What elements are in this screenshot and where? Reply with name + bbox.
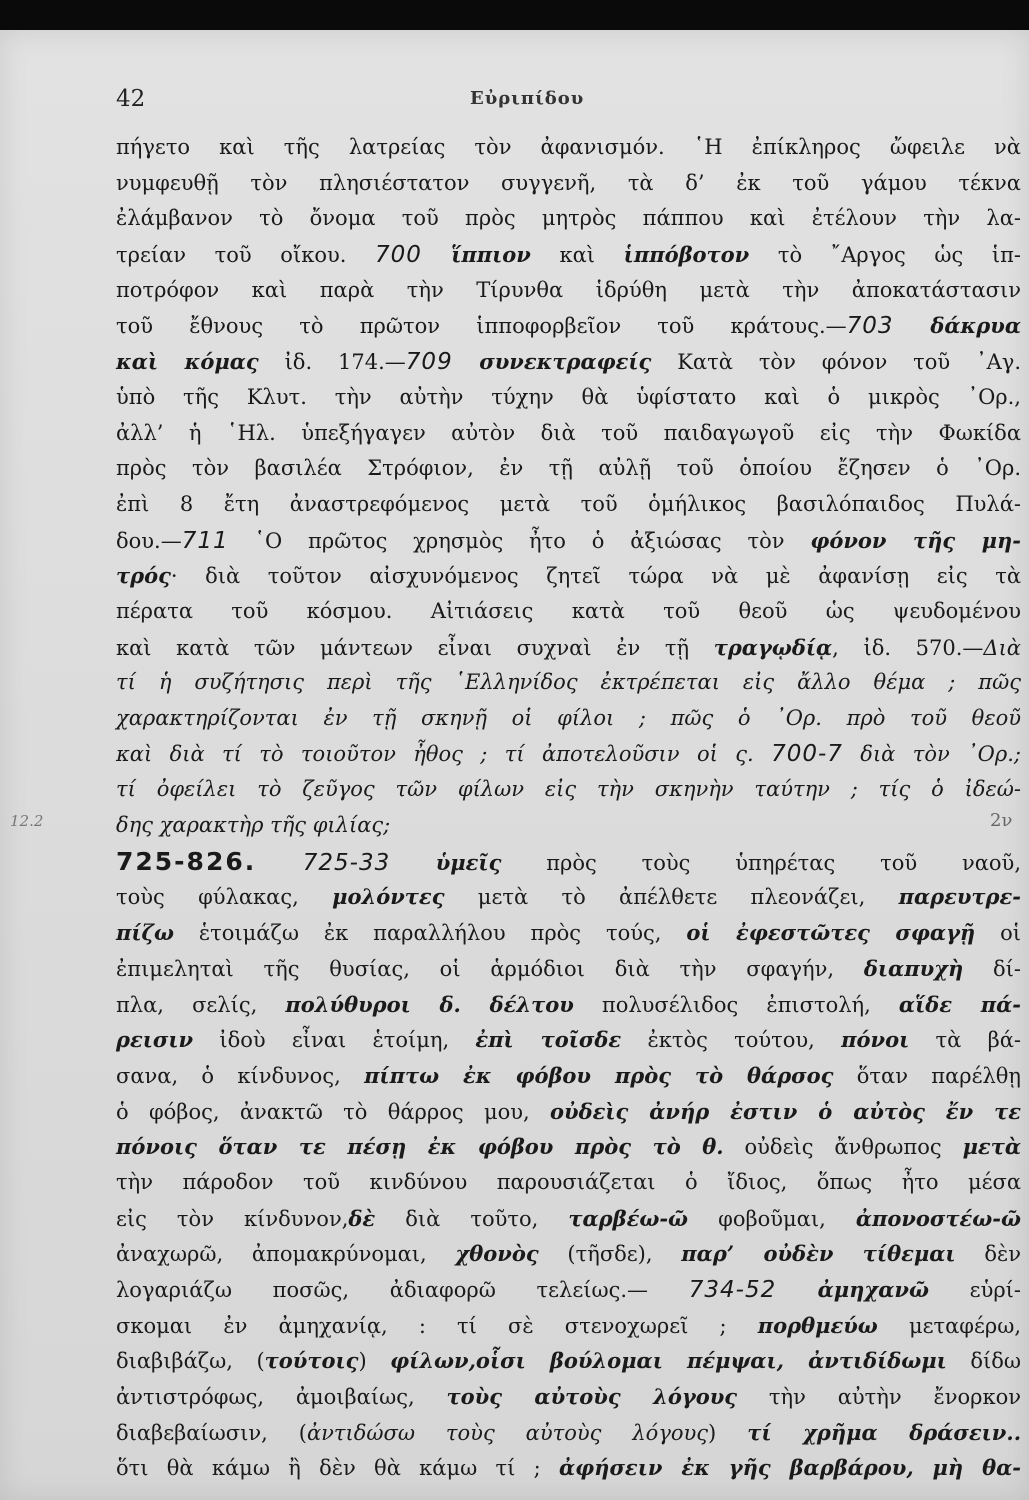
body-text — [116, 130, 1021, 1486]
text-line — [116, 308, 1021, 344]
text-run: ἑτοιμάζω ἐκ παραλλήλου πρὸς τούς, — [173, 921, 687, 946]
emphasis-text: φίλων,οἷσι βούλομαι πέμψαι, ἀντιδίδωμι — [390, 1348, 947, 1374]
text-run: πρὸς τοὺς ὑπηρέτας τοῦ ναοῦ, — [501, 850, 1021, 875]
text-run: ἐπὶ 8 ἔτη ἀναστρεφόμενος μετὰ τοῦ ὁμήλικος βασιλόπαιδος Πυλά- — [116, 491, 1021, 516]
emphasis-text: αἵδε πά- — [898, 991, 1022, 1017]
page-number: 42 — [116, 86, 146, 112]
text-line — [116, 1129, 1021, 1165]
text-run: τὴν πάροδον τοῦ κινδύνου παρουσιάζεται ὁ ἴδιος, ὅπως ἦτο μέσα — [116, 1169, 1021, 1194]
emphasis-text: τοὺς αὐτοὺς λόγους — [446, 1384, 738, 1410]
text-run: πήγετο καὶ τῆς λατρείας τὸν ἀφανισμόν. ῾Η ἐπίκληρος ὤφειλε νὰ — [116, 135, 1021, 159]
emphasis-text: συνεκτραφείς — [452, 349, 652, 375]
text-run: λογαριάζω ποσῶς, ἀδιαφορῶ τελείως.— — [116, 1278, 689, 1302]
emphasis-text: ἀντιδώσω τοὺς αὐτοὺς λόγους — [306, 1420, 709, 1445]
text-line — [116, 772, 1021, 808]
verse-reference: 734-52 — [688, 1277, 777, 1303]
emphasis-text: πόνοις ὅταν τε πέσῃ ἐκ φόβου πρὸς τὸ θ. — [116, 1134, 724, 1160]
text-line — [116, 1308, 1021, 1344]
text-run: (τῆσδε), — [538, 1242, 682, 1267]
verse-reference: 703 — [846, 313, 894, 340]
emphasis-text: ὑμεῖς — [390, 849, 502, 875]
text-line — [116, 808, 1021, 844]
text-run: τὸ ῎Αργος ὡς ἱπ- — [749, 243, 1022, 268]
text-run: ἰδοὺ εἶναι ἑτοίμη, — [193, 1028, 476, 1053]
text-run: Κατὰ τὸν φόνον τοῦ ᾿Αγ. — [651, 350, 1021, 375]
text-run: ὅτι θὰ κάμω ἢ δὲν θὰ κάμω τί ; — [116, 1456, 560, 1481]
emphasis-text: τί χρῆμα δράσειν.. — [747, 1419, 1022, 1445]
text-line — [116, 1272, 1021, 1308]
text-line — [116, 844, 1021, 880]
emphasis-text: παρ’ οὐδὲν τίθεμαι — [681, 1241, 956, 1267]
text-run: διαβεβαίωσιν, ( — [116, 1420, 307, 1445]
text-run: ἐλάμβανον τὸ ὄνομα τοῦ πρὸς μητρὸς πάππου καὶ ἐτέλουν τὴν λα- — [116, 206, 1021, 231]
text-run: τὴν αὐτὴν ἔνορκον — [737, 1385, 1021, 1410]
text-line — [116, 1165, 1021, 1201]
emphasis-text: δάκρυα — [893, 313, 1021, 339]
text-line — [116, 558, 1021, 594]
text-line — [116, 1201, 1021, 1237]
text-run: καὶ κατὰ τῶν μάντεων εἶναι συχναὶ ἐν τῇ — [116, 635, 714, 660]
emphasis-text: χθονὸς — [455, 1241, 539, 1267]
emphasis-text: πίζω — [116, 920, 174, 946]
emphasis-text: τρός — [116, 563, 171, 589]
text-run: πολυσέλιδος ἐπιστολή, — [573, 992, 899, 1017]
text-run: εὑρί- — [928, 1278, 1022, 1302]
emphasis-text: διαπυχὴ — [863, 955, 964, 981]
text-line — [116, 737, 1021, 773]
text-line — [116, 487, 1021, 523]
text-line — [116, 594, 1021, 630]
emphasis-text: καὶ κόμας — [116, 349, 259, 375]
text-run: τὰ βά- — [909, 1028, 1022, 1053]
verse-reference: 709 — [405, 349, 453, 376]
text-run: ῾Ο πρῶτος χρησμὸς ἦτο ὁ ἀξιώσας τὸν — [228, 528, 811, 553]
text-run: εἰς τὸν κίνδυνον, — [116, 1206, 349, 1231]
emphasis-text: πίπτω ἐκ φόβου πρὸς τὸ θάρσος — [364, 1062, 834, 1088]
emphasis-text: φόνον τῆς μη- — [810, 527, 1021, 553]
text-line — [116, 987, 1021, 1023]
text-line — [116, 344, 1021, 380]
text-run: δου.— — [116, 528, 182, 553]
verse-reference: 725-33 — [256, 849, 391, 876]
emphasis-text: ἀμηχανῶ — [776, 1277, 929, 1302]
text-run: τοὺς φύλακας, — [116, 885, 333, 910]
text-run: ἰδ. 174.— — [258, 350, 406, 375]
text-run: πέρατα τοῦ κόσμου. Αἰτιάσεις κατὰ τοῦ θεοῦ ὡς ψευδομένου — [116, 598, 1021, 623]
emphasis-text: πόνοι — [841, 1027, 910, 1053]
text-run: διὰ τοῦτο, — [375, 1206, 569, 1231]
text-run: ὅταν παρέλθῃ — [833, 1063, 1022, 1088]
emphasis-text: Διὰ — [983, 635, 1021, 660]
emphasis-text: ἵππιον — [421, 242, 531, 268]
emphasis-text: ταρβέω-ῶ — [568, 1205, 689, 1231]
emphasis-text: οὐδεὶς ἀνήρ ἐστιν ὁ αὐτὸς ἔν τε — [550, 1098, 1021, 1124]
emphasis-text: διὰ τὸν ᾿Ορ.; — [842, 741, 1021, 766]
text-run: πλα, σελίς, — [116, 992, 286, 1017]
emphasis-text: πορθμεύω — [757, 1312, 878, 1338]
text-run: ἐκτὸς τούτου, — [621, 1028, 842, 1053]
text-run: δί- — [963, 956, 1021, 981]
text-run: ἀλλ’ ἡ ῾Ηλ. ὑπεξήγαγεν αὐτὸν διὰ τοῦ παιδαγωγοῦ εἰς τὴν Φωκίδα — [116, 420, 1021, 445]
emphasis-text: ἱππόβοτον — [623, 242, 750, 268]
emphasis-text: ἀφήσειν ἐκ γῆς βαρβάρου, μὴ θα- — [559, 1455, 1021, 1481]
emphasis-text: δης χαρακτὴρ τῆς φιλίας; — [116, 813, 391, 838]
text-line — [116, 1058, 1021, 1094]
emphasis-text: παρευτρε- — [898, 884, 1022, 910]
emphasis-text: χαρακτηρίζονται ἐν τῇ σκηνῇ οἱ φίλοι ; πῶς ὁ ᾿Ορ. πρὸ τοῦ θεοῦ — [116, 706, 1021, 730]
text-run: οὐδεὶς ἄνθρωπος — [723, 1135, 963, 1160]
text-line — [116, 1236, 1021, 1272]
text-run: διαβιβάζω, ( — [116, 1349, 265, 1374]
text-line — [116, 1094, 1021, 1130]
text-run: οἱ — [975, 921, 1021, 946]
text-run: φοβοῦμαι, — [688, 1206, 856, 1231]
emphasis-text: μολόντες — [332, 884, 445, 910]
text-run: ποτρόφον καὶ παρὰ τὴν Τίρυνθα ἱδρύθη μετὰ τὴν ἀποκατάστασιν — [116, 277, 1021, 302]
text-line — [116, 166, 1021, 202]
text-line — [116, 665, 1021, 701]
text-run: σκομαι ἐν ἀμηχανίᾳ, : τί σὲ στενοχωρεῖ ; — [116, 1313, 758, 1338]
emphasis-text: πολύθυροι δ. δέλτου — [285, 991, 574, 1017]
emphasis-text: ρεισιν — [116, 1027, 194, 1053]
emphasis-text: τί ἡ συζήτησις περὶ τῆς ῾Ελληνίδος ἐκτρέπεται εἰς ἄλλο θέμα ; πῶς — [116, 670, 1021, 695]
text-run: δίδω — [946, 1349, 1021, 1374]
verse-reference: 700 — [375, 242, 422, 269]
text-line — [116, 380, 1021, 416]
text-run: ὑπὸ τῆς Κλυτ. τὴν αὐτὴν τύχην θὰ ὑφίστατο καὶ ὁ μικρὸς ᾿Ορ., — [116, 384, 1021, 409]
verse-reference: 725-826. — [116, 846, 257, 876]
text-run: σανα, ὁ κίνδυνος, — [116, 1063, 365, 1088]
text-line — [116, 523, 1021, 559]
text-line — [116, 630, 1021, 666]
text-run: , ἰδ. 570.— — [832, 635, 984, 660]
emphasis-text: καὶ διὰ τί τὸ τοιοῦτον ἦθος ; τί ἀποτελοῦσιν οἱ ς. — [116, 741, 772, 766]
text-run: τρείαν τοῦ οἴκου. — [116, 243, 376, 268]
text-line — [116, 879, 1021, 915]
margin-note-right: 2ν — [990, 810, 1013, 831]
emphasis-text: δὲ — [348, 1205, 376, 1231]
text-run: ἀντιστρόφως, ἀμοιβαίως, — [116, 1385, 447, 1410]
text-run: καὶ — [530, 243, 624, 268]
text-run: πρὸς τὸν βασιλέα Στρόφιον, ἐν τῇ αὐλῇ τοῦ ὁποίου ἔζησεν ὁ ᾿Ορ. — [116, 456, 1021, 481]
text-line — [116, 130, 1021, 166]
text-line — [116, 1450, 1021, 1486]
emphasis-text: τί ὀφείλει τὸ ζεῦγος τῶν φίλων εἰς τὴν σκηνὴν ταύτην ; τίς ὁ ἰδεώ- — [116, 777, 1021, 802]
emphasis-text: τούτοις — [264, 1348, 359, 1374]
text-run: ὁ φόβος, ἀνακτῶ τὸ θάρρος μου, — [116, 1099, 551, 1124]
text-run: ) — [358, 1349, 391, 1374]
text-line — [116, 1415, 1021, 1451]
scan-top-border — [0, 0, 1029, 32]
text-run: νυμφευθῇ τὸν πλησιέστατον συγγενῆ, τὰ δ’ ἐκ τοῦ γάμου τέκνα — [116, 170, 1021, 195]
text-run: ἀναχωρῶ, ἀπομακρύνομαι, — [116, 1242, 456, 1267]
text-line — [116, 1379, 1021, 1415]
text-line — [116, 201, 1021, 237]
text-line — [116, 273, 1021, 309]
text-line — [116, 416, 1021, 452]
margin-note-left: 12.2 — [10, 812, 44, 830]
emphasis-text: οἱ ἐφεστῶτες σφαγῇ — [686, 920, 976, 946]
text-line — [116, 237, 1021, 273]
text-run: δὲν — [955, 1242, 1021, 1267]
text-run: τοῦ ἔθνους τὸ πρῶτον ἱπποφορβεῖον τοῦ κράτους.— — [116, 314, 847, 339]
text-line — [116, 1343, 1021, 1379]
emphasis-text: ἐπὶ τοῖσδε — [475, 1027, 622, 1053]
verse-reference: 711 — [181, 527, 229, 554]
text-line — [116, 915, 1021, 951]
text-line — [116, 701, 1021, 737]
text-run: μεταφέρω, — [877, 1313, 1022, 1338]
text-run: μετὰ τὸ ἀπέλθετε πλεονάζει, — [444, 885, 899, 910]
book-page — [0, 30, 1029, 1500]
text-line — [116, 1022, 1021, 1058]
text-run: ἐπιμεληταὶ τῆς θυσίας, οἱ ἁρμόδιοι διὰ τὴν σφαγήν, — [116, 956, 864, 981]
verse-reference: 700-7 — [771, 740, 843, 767]
running-head: Εὐριπίδου — [470, 88, 585, 109]
text-line — [116, 451, 1021, 487]
emphasis-text: μετὰ — [962, 1134, 1021, 1160]
emphasis-text: ἀπονοστέω-ῶ — [855, 1205, 1022, 1231]
text-run: ) — [708, 1420, 748, 1445]
text-line — [116, 951, 1021, 987]
text-run: · διὰ τοῦτον αἰσχυνόμενος ζητεῖ τώρα νὰ μὲ ἀφανίσῃ εἰς τὰ — [170, 564, 1021, 589]
emphasis-text: τραγῳδίᾳ — [713, 634, 833, 660]
